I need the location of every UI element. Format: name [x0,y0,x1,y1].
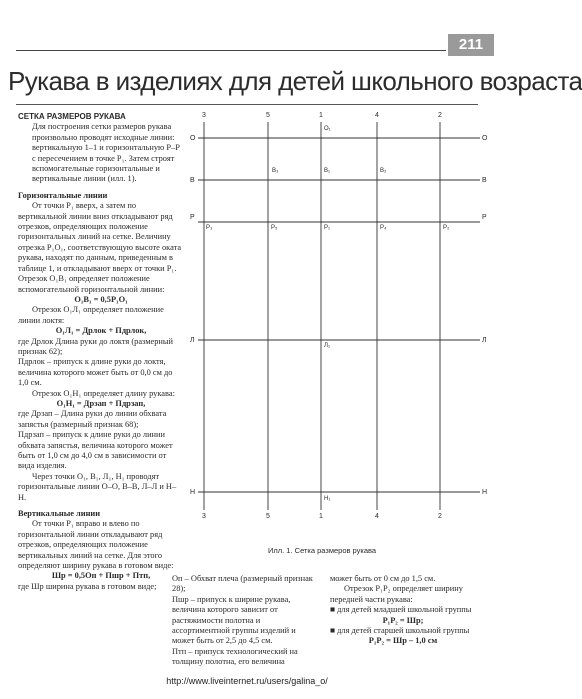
page-title: Рукава в изделиях для детей школьного возраста [8,66,582,96]
right-column [330,574,476,647]
point-p1: Р₁ [324,225,331,231]
point-b2: В₂ [380,168,387,174]
row-letter-l-right: Л [482,337,487,344]
formula-1: О₁В₁ = 0,5Р₁О₁ [74,294,128,304]
row-letter-b-left: В [190,177,195,184]
formula-4: Шр = 0,5Оп + Пшр + Птп, [51,571,151,581]
point-o1: О₁ [324,126,331,132]
formula-2: О₁Л₁ = Дрлок + Пдрлок, [55,326,147,336]
sleeve-grid-diagram [190,112,490,532]
row-letter-o-right: О [482,135,488,142]
formula-5: Р₁Р₂ = Шр; [382,615,424,625]
para-ol: Отрезок О₁Л₁ определяет положение линии локтя: [18,305,164,325]
def-shr: где Шр ширина рукава в готовом виде; [18,581,157,591]
top-number-1: 1 [319,112,323,119]
def-pshr: Пшр – припуск к ширине рукава, величина которого зависит от растяжимости полотна и ассортиментной группы изделий и может быть от 2,5 до 4,5 см. [172,594,296,646]
para-vertical: От точки Р₁ вправо и влево по горизонтальной линии откладывают ряд отрезков, определяющих положение вертикальных линий на сетке. Для этого определяют ширину рукава в готовом виде: [18,519,174,571]
row-letter-l-left: Л [190,337,195,344]
header-rule [16,50,446,51]
row-letter-h-left: Н [190,489,196,496]
para-lines: Через точки О₁, В₁, Л₁, Н₁ проводят горизонтальные линии О–О, В–В, Л–Л и Н–Н. [18,471,177,502]
point-h1: Н₁ [324,496,331,502]
top-number-5: 5 [266,112,270,119]
para-horizontal: От точки Р₁ вверх, а затем по вертикальной линии вниз откладывают ряд отрезков, определяющих положение горизонтальных линий на сетке. Величину отрезка Р₁О₁, соответствующую высоте оката рукава, находят по данным, приведенным в таблице 1, и откладывают вверх от точки Р₁. Отрезок О₁В₁ определяет положение вспомогательной горизонтальной линии: [18,201,182,294]
title-rule [16,104,478,105]
para-cont: может быть от 0 см до 1,5 см. [330,574,436,583]
figure-caption: Илл. 1. Сетка размеров рукава [268,546,377,555]
def-op: Оп – Обхват плеча (размерный признак 28); [172,574,313,594]
top-number-3: 3 [202,112,206,119]
bottom-number-5: 5 [266,513,270,520]
footer-url: http://www.liveinternet.ru/users/galina_o/ [166,676,328,686]
left-column [18,112,184,592]
point-l1: Л₁ [324,343,330,349]
def-ptp: Птп – припуск технологический на толщину полотна, его величина [172,646,298,667]
row-letter-h-right: Н [482,489,488,496]
para-p1p2: Отрезок Р₁Р₂ определяет ширину передней части рукава: [330,584,463,604]
def-drzap: где Дрзап – Длина руки до линии обхвата запястья (размерный признак 68); [18,409,167,429]
point-p3: Р₃ [206,225,213,231]
formula-3: О₁Н₁ = Дрзап + Пдрзап, [56,398,146,408]
bottom-number-4: 4 [375,513,379,520]
middle-column [172,574,320,668]
grid-lines [190,112,490,532]
bottom-number-3: 3 [202,513,206,520]
bottom-number-1: 1 [319,513,323,520]
point-p2: Р₂ [443,225,450,231]
top-number-4: 4 [375,112,379,119]
def-drlok: где Дрлок Длина руки до локтя (размерный признак 62); [18,336,174,356]
point-p4: Р₄ [380,225,387,231]
bullet-1: ■ для детей младшей школьной группы [330,605,472,615]
bullet-2: ■ для детей старшей школьной группы [330,626,470,636]
page-number: 211 [448,34,494,56]
para-intro: Для построения сетки размеров рукава произвольно проводят исходные линии: вертикальную 1–1 и горизонтальную Р–Р с пересечением в точке Р₁. Затем строят вспомогательные горизонтальные и вертикальные линии (илл. 1). [32,122,180,184]
bottom-number-2: 2 [438,513,442,520]
row-letter-o-left: О [190,135,196,142]
def-pdrzap: Пдрзап – припуск к длине руки до линии обхвата запястья, величина которого может быть от 1,0 см до 4,0 см в зависимости от вида изделия. [18,430,173,471]
def-pdrlok: Пдрлок – припуск к длине руки до локтя, величина которого может быть от 0,0 см до 1,0 см. [18,357,173,388]
row-letter-p-left: Р [190,214,195,221]
heading-grid: СЕТКА РАЗМЕРОВ РУКАВА [18,112,126,121]
heading-vertical: Вертикальные линии [18,509,101,519]
point-b1: В₁ [324,168,331,174]
top-number-2: 2 [438,112,442,119]
para-on: Отрезок О₁Н₁ определяет длину рукава: [32,388,175,398]
point-p5: Р₅ [271,225,278,231]
row-letter-b-right: В [482,177,487,184]
formula-6: Р₁Р₂ = Шр – 1,0 см [368,636,438,646]
heading-horizontal: Горизонтальные линии [18,190,108,200]
point-b3: В₃ [272,168,279,174]
row-letter-p-right: Р [482,214,487,221]
